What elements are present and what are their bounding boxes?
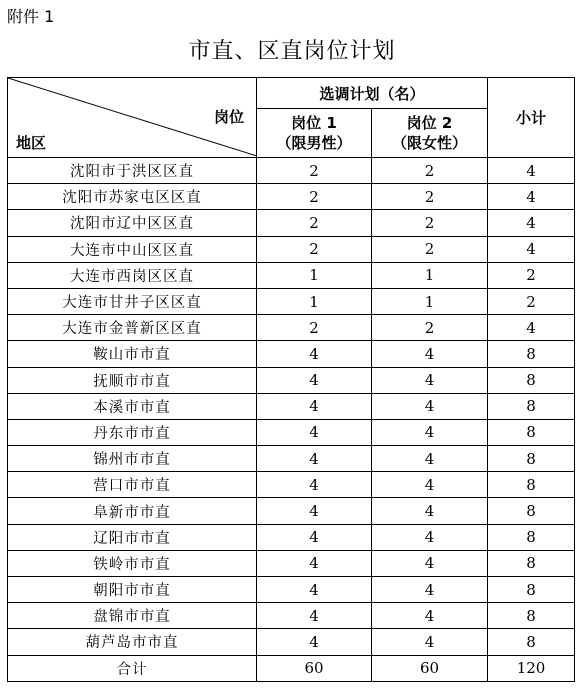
region-cell: 本溪市市直 (8, 393, 257, 419)
subtotal-cell: 4 (488, 236, 575, 262)
post1-cell: 4 (257, 419, 372, 445)
page-title: 市直、区直岗位计划 (188, 39, 396, 64)
region-cell: 营口市市直 (8, 472, 257, 498)
post2-cell: 2 (372, 315, 488, 341)
region-cell: 朝阳市市直 (8, 577, 257, 603)
post1-cell: 4 (257, 341, 372, 367)
table-row (8, 288, 575, 314)
region-cell: 抚顺市市直 (8, 367, 257, 393)
region-cell: 大连市金普新区区直 (8, 315, 257, 341)
region-cell: 沈阳市于洪区区直 (8, 158, 257, 184)
total-post2: 60 (372, 655, 488, 681)
post2-cell: 4 (372, 577, 488, 603)
attachment-label: 附件 1 (7, 7, 55, 26)
subtotal-cell: 8 (488, 498, 575, 524)
post2-cell: 2 (372, 184, 488, 210)
post1-cell: 4 (257, 577, 372, 603)
post1-cell: 4 (257, 472, 372, 498)
post1-cell: 4 (257, 446, 372, 472)
table-row (8, 236, 575, 262)
table-row (8, 498, 575, 524)
table-row (8, 315, 575, 341)
post2-cell: 1 (372, 288, 488, 314)
subtotal-cell: 4 (488, 184, 575, 210)
table-row (8, 393, 575, 419)
post1-cell: 2 (257, 236, 372, 262)
plan-table (7, 77, 575, 682)
subtotal-cell: 2 (488, 288, 575, 314)
post2-name: 岗位 2 (406, 114, 453, 132)
table-row (8, 524, 575, 550)
table-row (8, 341, 575, 367)
post1-cell: 4 (257, 393, 372, 419)
table-row (8, 419, 575, 445)
post1-cell: 2 (257, 210, 372, 236)
subtotal-cell: 8 (488, 550, 575, 576)
corner-region-label: 地区 (16, 134, 47, 152)
post2-cell: 4 (372, 367, 488, 393)
post2-header (372, 109, 488, 158)
subtotal-cell: 8 (488, 419, 575, 445)
subtotal-header: 小计 (488, 78, 575, 158)
post2-cell: 4 (372, 419, 488, 445)
region-cell: 葫芦岛市市直 (8, 629, 257, 655)
post1-cell: 2 (257, 158, 372, 184)
region-cell: 大连市西岗区区直 (8, 262, 257, 288)
subtotal-cell: 8 (488, 367, 575, 393)
table-row (8, 472, 575, 498)
post1-cell: 4 (257, 498, 372, 524)
post2-cell: 2 (372, 158, 488, 184)
region-cell: 沈阳市辽中区区直 (8, 210, 257, 236)
post2-cell: 4 (372, 550, 488, 576)
region-cell: 辽阳市市直 (8, 524, 257, 550)
region-cell: 盘锦市市直 (8, 603, 257, 629)
subtotal-cell: 8 (488, 446, 575, 472)
group-header: 选调计划（名） (257, 78, 488, 109)
post1-header (257, 109, 372, 158)
post1-cell: 4 (257, 524, 372, 550)
post2-cell: 1 (372, 262, 488, 288)
post2-cell: 4 (372, 524, 488, 550)
total-subtotal: 120 (488, 655, 575, 681)
table-row (8, 550, 575, 576)
table-row (8, 577, 575, 603)
table-row (8, 184, 575, 210)
post1-note: （限男性） (276, 134, 352, 152)
post1-cell: 1 (257, 288, 372, 314)
post1-name: 岗位 1 (291, 114, 337, 132)
table-row (8, 603, 575, 629)
total-post1: 60 (257, 655, 372, 681)
subtotal-cell: 8 (488, 341, 575, 367)
subtotal-cell: 8 (488, 603, 575, 629)
subtotal-cell: 2 (488, 262, 575, 288)
post1-cell: 4 (257, 367, 372, 393)
post1-cell: 2 (257, 184, 372, 210)
table-row (8, 446, 575, 472)
post1-cell: 1 (257, 262, 372, 288)
total-row (8, 655, 575, 681)
post2-cell: 4 (372, 603, 488, 629)
subtotal-cell: 8 (488, 577, 575, 603)
post2-cell: 4 (372, 446, 488, 472)
table-row (8, 262, 575, 288)
region-cell: 沈阳市苏家屯区区直 (8, 184, 257, 210)
subtotal-cell: 8 (488, 629, 575, 655)
subtotal-cell: 4 (488, 210, 575, 236)
table-row (8, 629, 575, 655)
region-cell: 阜新市市直 (8, 498, 257, 524)
region-cell: 铁岭市市直 (8, 550, 257, 576)
post1-cell: 2 (257, 315, 372, 341)
post2-cell: 4 (372, 393, 488, 419)
region-cell: 大连市中山区区直 (8, 236, 257, 262)
post2-cell: 2 (372, 210, 488, 236)
post2-cell: 2 (372, 236, 488, 262)
region-cell: 鞍山市市直 (8, 341, 257, 367)
post1-cell: 4 (257, 629, 372, 655)
post2-note: （限女性） (392, 134, 468, 152)
table-row (8, 210, 575, 236)
post2-cell: 4 (372, 472, 488, 498)
table-row (8, 367, 575, 393)
subtotal-cell: 4 (488, 158, 575, 184)
total-label: 合计 (8, 655, 257, 681)
table-row (8, 158, 575, 184)
post2-cell: 4 (372, 341, 488, 367)
corner-header-cell (8, 78, 257, 158)
region-cell: 大连市甘井子区区直 (8, 288, 257, 314)
subtotal-cell: 8 (488, 472, 575, 498)
subtotal-cell: 4 (488, 315, 575, 341)
region-cell: 丹东市市直 (8, 419, 257, 445)
plan-table-body (8, 158, 575, 656)
corner-post-label: 岗位 (213, 108, 244, 126)
subtotal-cell: 8 (488, 393, 575, 419)
post1-cell: 4 (257, 603, 372, 629)
subtotal-cell: 8 (488, 524, 575, 550)
region-cell: 锦州市市直 (8, 446, 257, 472)
post2-cell: 4 (372, 498, 488, 524)
post1-cell: 4 (257, 550, 372, 576)
post2-cell: 4 (372, 629, 488, 655)
